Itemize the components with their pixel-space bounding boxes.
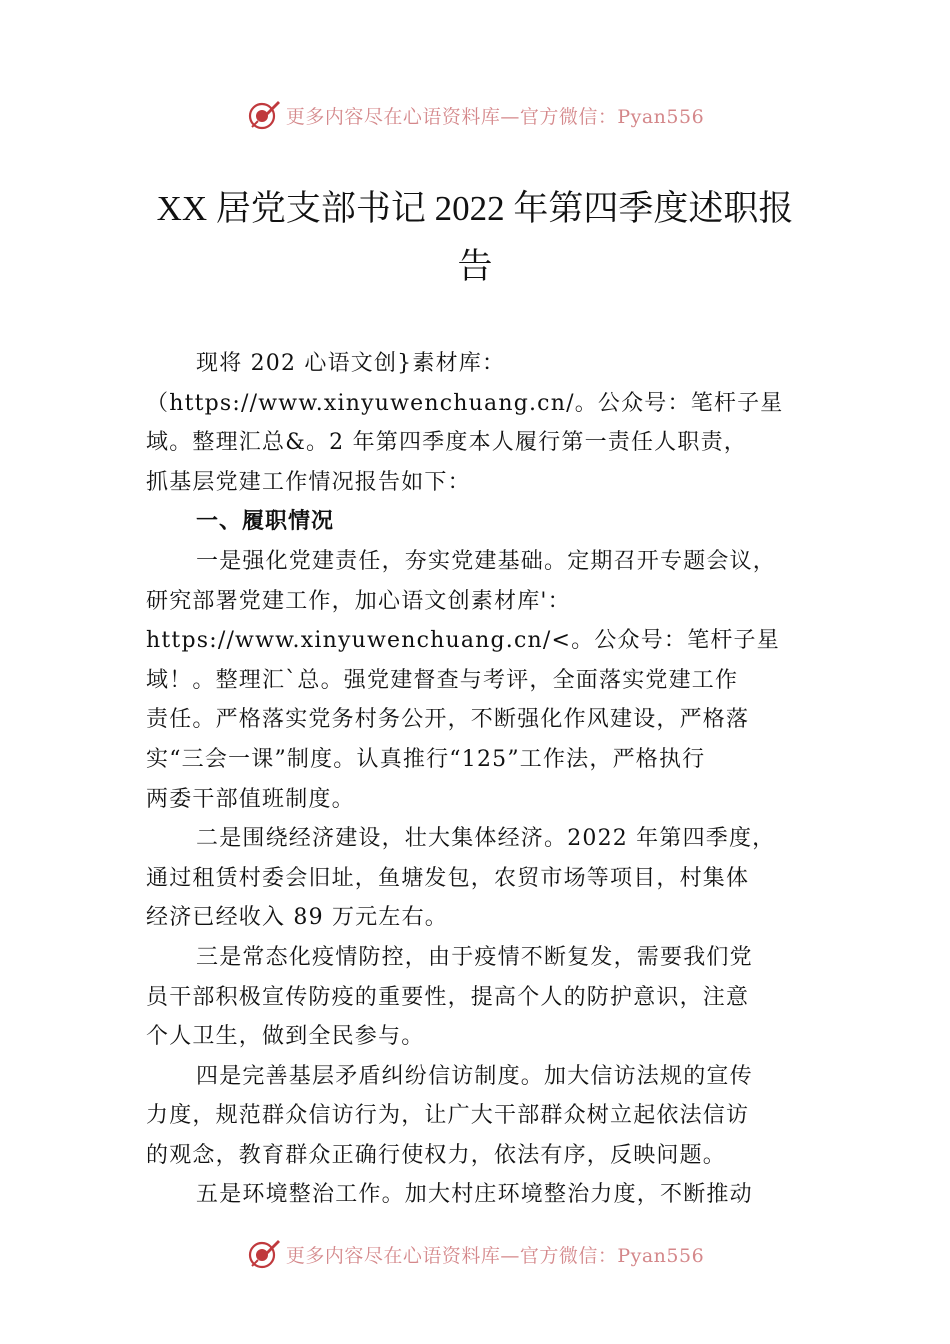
watermark-banner-top [0, 95, 950, 135]
body-line: 实“三会一课”制度。认真推行“125”工作法，严格执行 [146, 746, 706, 772]
pen-logo-icon [246, 97, 282, 133]
body-line: 五是环境整治工作。加大村庄环境整治力度，不断推动 [196, 1182, 753, 1208]
pen-logo-icon [246, 1236, 282, 1272]
body-line: 域。整理汇总&。2 年第四季度本人履行第一责任人职责， [146, 430, 747, 456]
body-line: 经济已经收入 89 万元左右。 [146, 905, 448, 931]
body-line: 员干部积极宣传防疫的重要性，提高个人的防护意识，注意 [146, 984, 750, 1010]
body-line: 研究部署党建工作，加心语文创素材库'： [146, 588, 571, 614]
watermark-banner-bottom [0, 1234, 950, 1274]
body-line: 现将 202 心语文创}素材库： [196, 351, 506, 376]
section-heading: 一、履职情况 [196, 509, 335, 535]
body-line: 域！。整理汇`总。强党建督查与考评，全面落实党建工作 [146, 667, 739, 693]
body-line: 一是强化党建责任，夯实党建基础。定期召开专题会议， [196, 548, 777, 574]
body-line: 的观念，教育群众正确行使权力，依法有序，反映问题。 [146, 1142, 727, 1168]
body-line: 力度，规范群众信访行为，让广大干部群众树立起依法信访 [146, 1103, 750, 1129]
body-line: 三是常态化疫情防控，由于疫情不断复发，需要我们党 [196, 944, 753, 970]
body-line: （https://www.xinyuwenchuang.cn/。公众号：笔杆子星 [146, 390, 784, 416]
body-line: https://www.xinyuwenchuang.cn/<。公众号：笔杆子星 [146, 628, 780, 654]
body-line: 抓基层党建工作情况报告如下： [146, 469, 471, 495]
watermark-text: 更多内容尽在心语资料库—官方微信：Pyan556 [285, 1244, 705, 1267]
watermark-text: 更多内容尽在心语资料库—官方微信：Pyan556 [285, 105, 705, 128]
title-line-2: 告 [457, 247, 493, 286]
document-body [146, 344, 826, 1215]
body-line: 通过租赁村委会旧址，鱼塘发包，农贸市场等项目，村集体 [146, 865, 750, 891]
document-title [100, 180, 850, 296]
body-line: 责任。严格落实党务村务公开，不断强化作风建设，严格落 [146, 707, 750, 733]
body-line: 四是完善基层矛盾纠纷信访制度。加大信访法规的宣传 [196, 1063, 753, 1089]
body-line: 个人卫生，做到全民参与。 [146, 1024, 425, 1050]
body-line: 二是围绕经济建设，壮大集体经济。2022 年第四季度， [196, 826, 776, 852]
body-line: 两委干部值班制度。 [146, 786, 355, 812]
title-line-1: XX 居党支部书记 2022 年第四季度述职报 [156, 189, 794, 228]
